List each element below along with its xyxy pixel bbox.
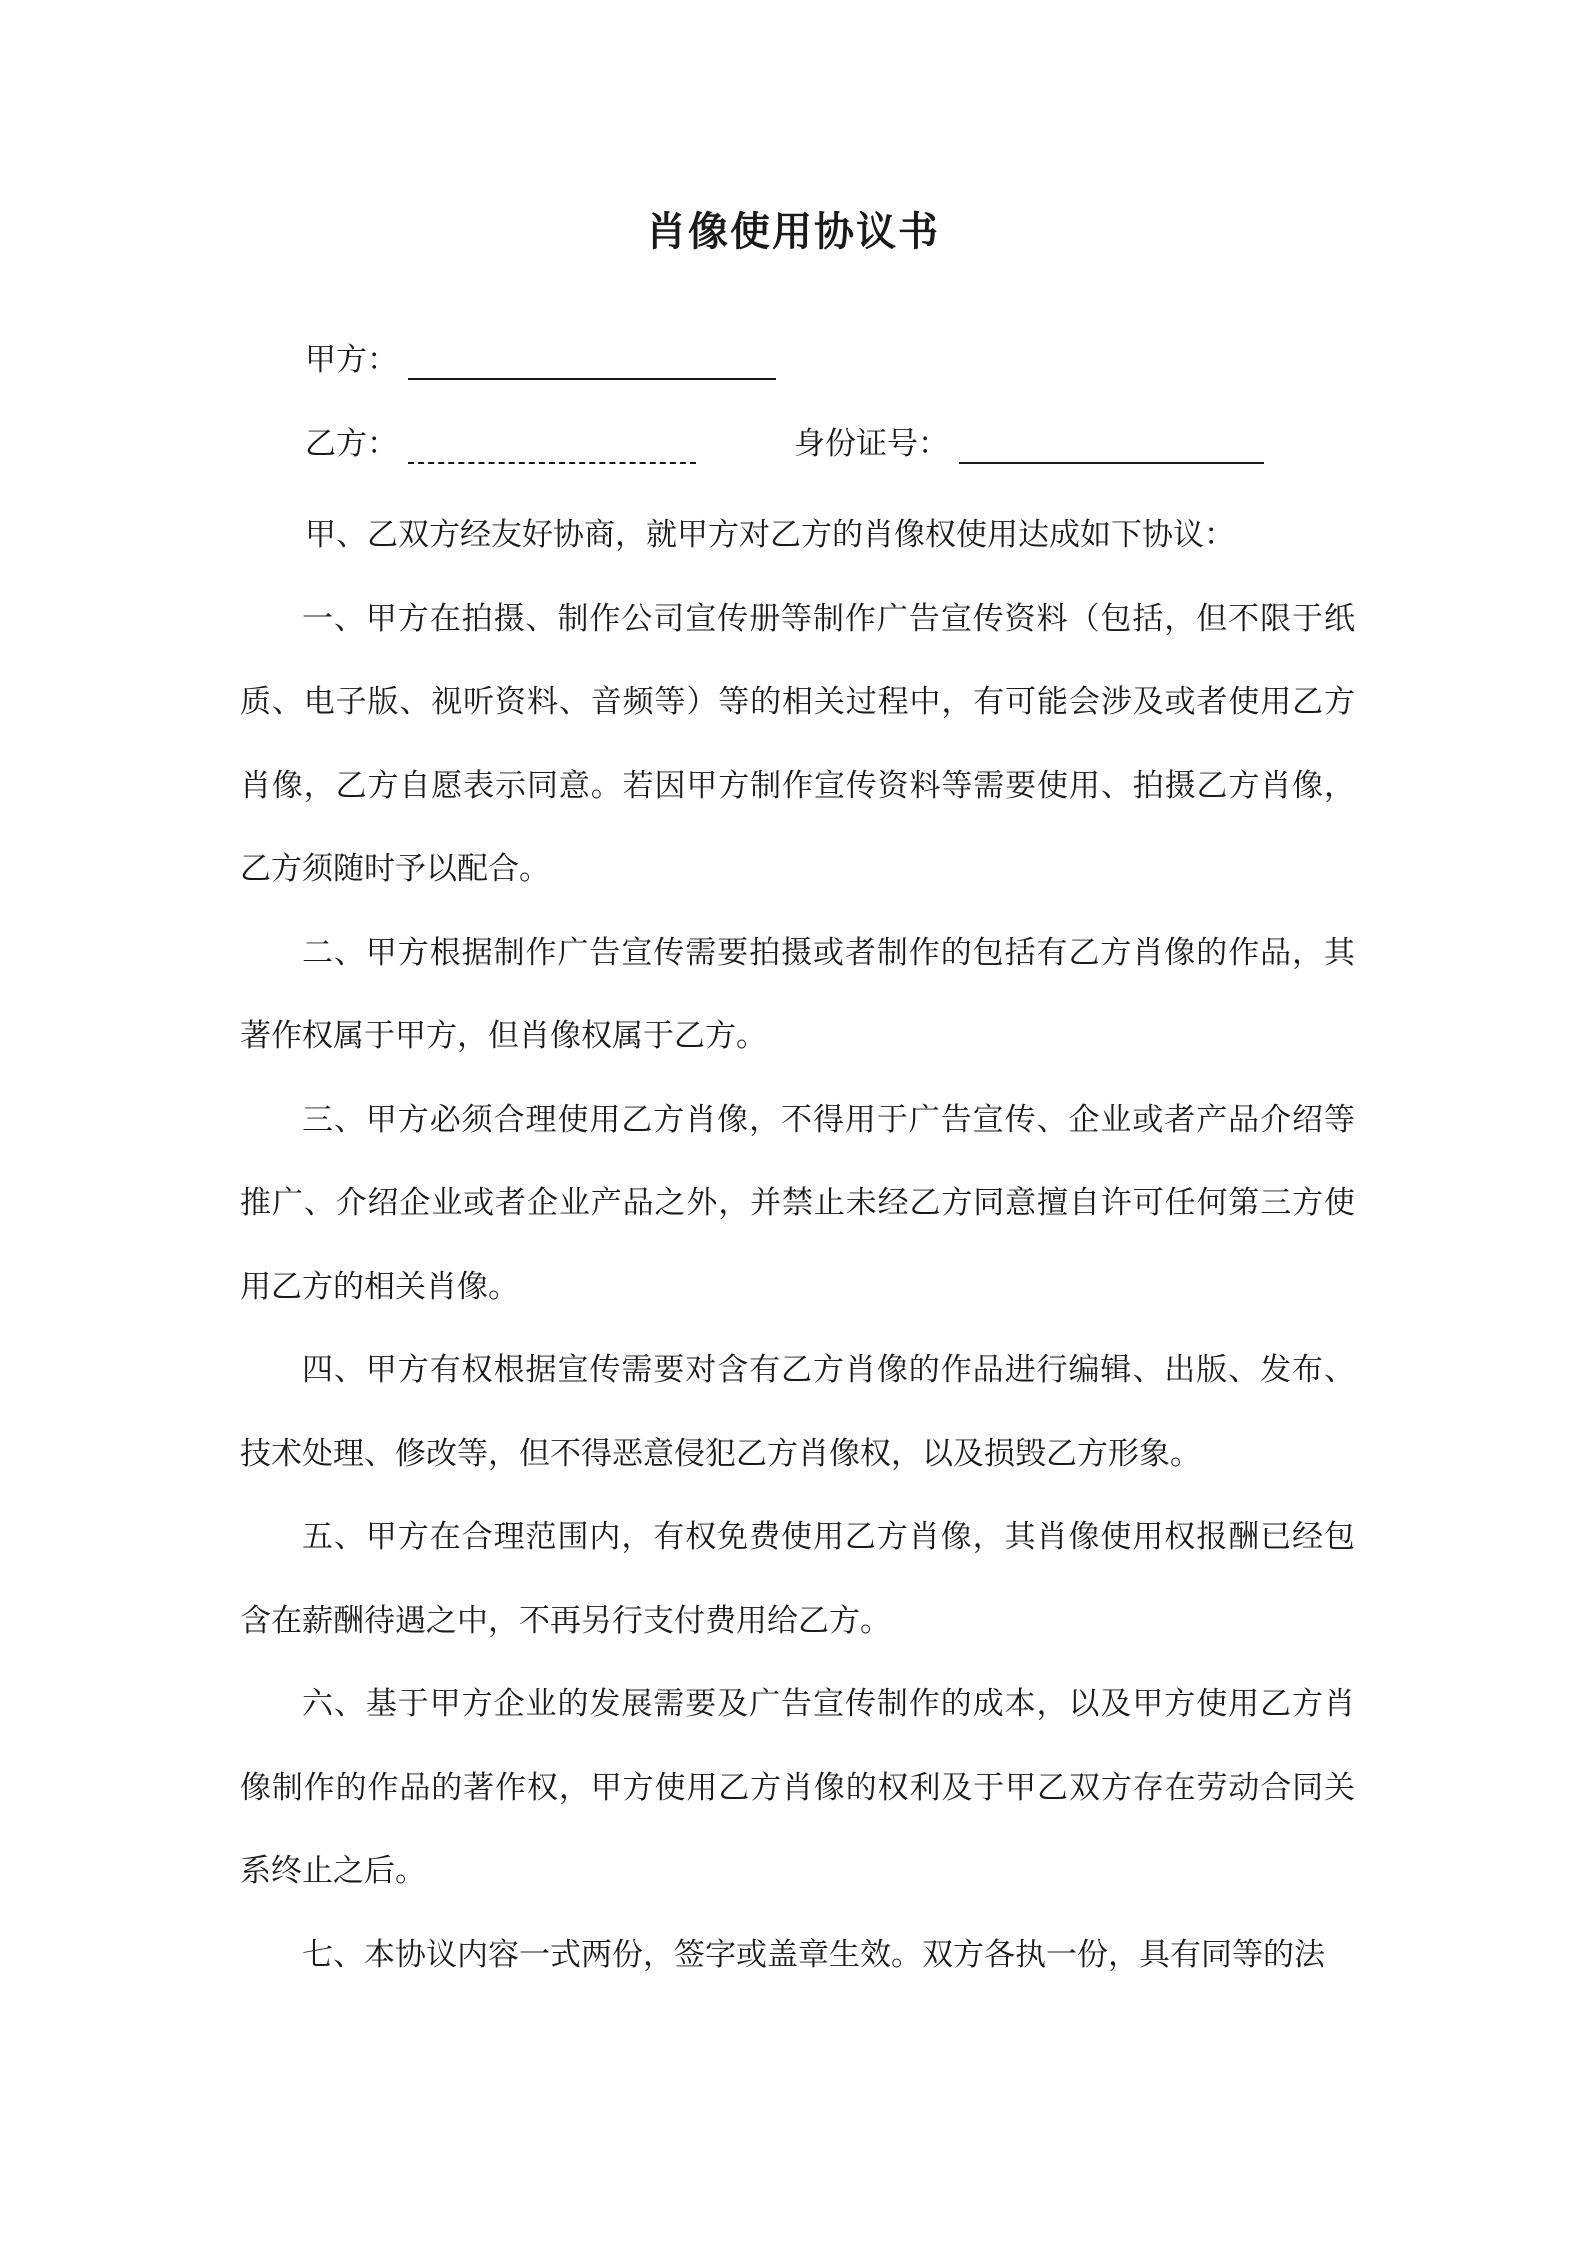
- clause-3: 三、甲方必须合理使用乙方肖像，不得用于广告宣传、企业或者产品介绍等推广、介绍企业或者企业产品之外，并禁止未经乙方同意擅自许可任何第三方使用乙方的相关肖像。: [240, 1101, 1355, 1305]
- clause-4: 四、甲方有权根据宣传需要对含有乙方肖像的作品进行编辑、出版、发布、技术处理、修改等，但不得恶意侵犯乙方肖像权，以及损毁乙方形象。: [240, 1352, 1355, 1472]
- clause-6: 六、基于甲方企业的发展需要及广告宣传制作的成本，以及甲方使用乙方肖像制作的作品的著作权，甲方使用乙方肖像的权利及于甲乙双方存在劳动合同关系终止之后。: [240, 1686, 1355, 1889]
- id-number-label: 身份证号：: [794, 426, 949, 462]
- agreement-body: [240, 494, 1355, 1997]
- clause-7: 七、本协议内容一式两份，签字或盖章生效。双方各执一份，具有同等的法: [302, 1936, 1325, 1973]
- id-number-blank: [959, 426, 1264, 464]
- clause-5: 五、甲方在合理范围内，有权免费使用乙方肖像，其肖像使用权报酬已经包含在薪酬待遇之中，不再另行支付费用给乙方。: [240, 1519, 1355, 1639]
- clause-1: 一、甲方在拍摄、制作公司宣传册等制作广告宣传资料（包括，但不限于纸质、电子版、视听资料、音频等）等的相关过程中，有可能会涉及或者使用乙方肖像，乙方自愿表示同意。若因甲方制作宣传资料等需要使用、拍摄乙方肖像，乙方须随时予以配合。: [240, 600, 1355, 887]
- intro-paragraph: 甲、乙双方经友好协商，就甲方对乙方的肖像权使用达成如下协议：: [305, 517, 1235, 553]
- party-a-row: [305, 340, 776, 380]
- party-b-row: [305, 424, 1264, 464]
- party-a-blank: [408, 342, 776, 380]
- document-title: 肖像使用协议书: [646, 209, 940, 255]
- party-b-label: 乙方：: [305, 426, 398, 462]
- clause-2: 二、甲方根据制作广告宣传需要拍摄或者制作的包括有乙方肖像的作品，其著作权属于甲方，但肖像权属于乙方。: [240, 934, 1355, 1054]
- party-a-label: 甲方：: [305, 342, 398, 378]
- party-b-blank: [408, 426, 696, 464]
